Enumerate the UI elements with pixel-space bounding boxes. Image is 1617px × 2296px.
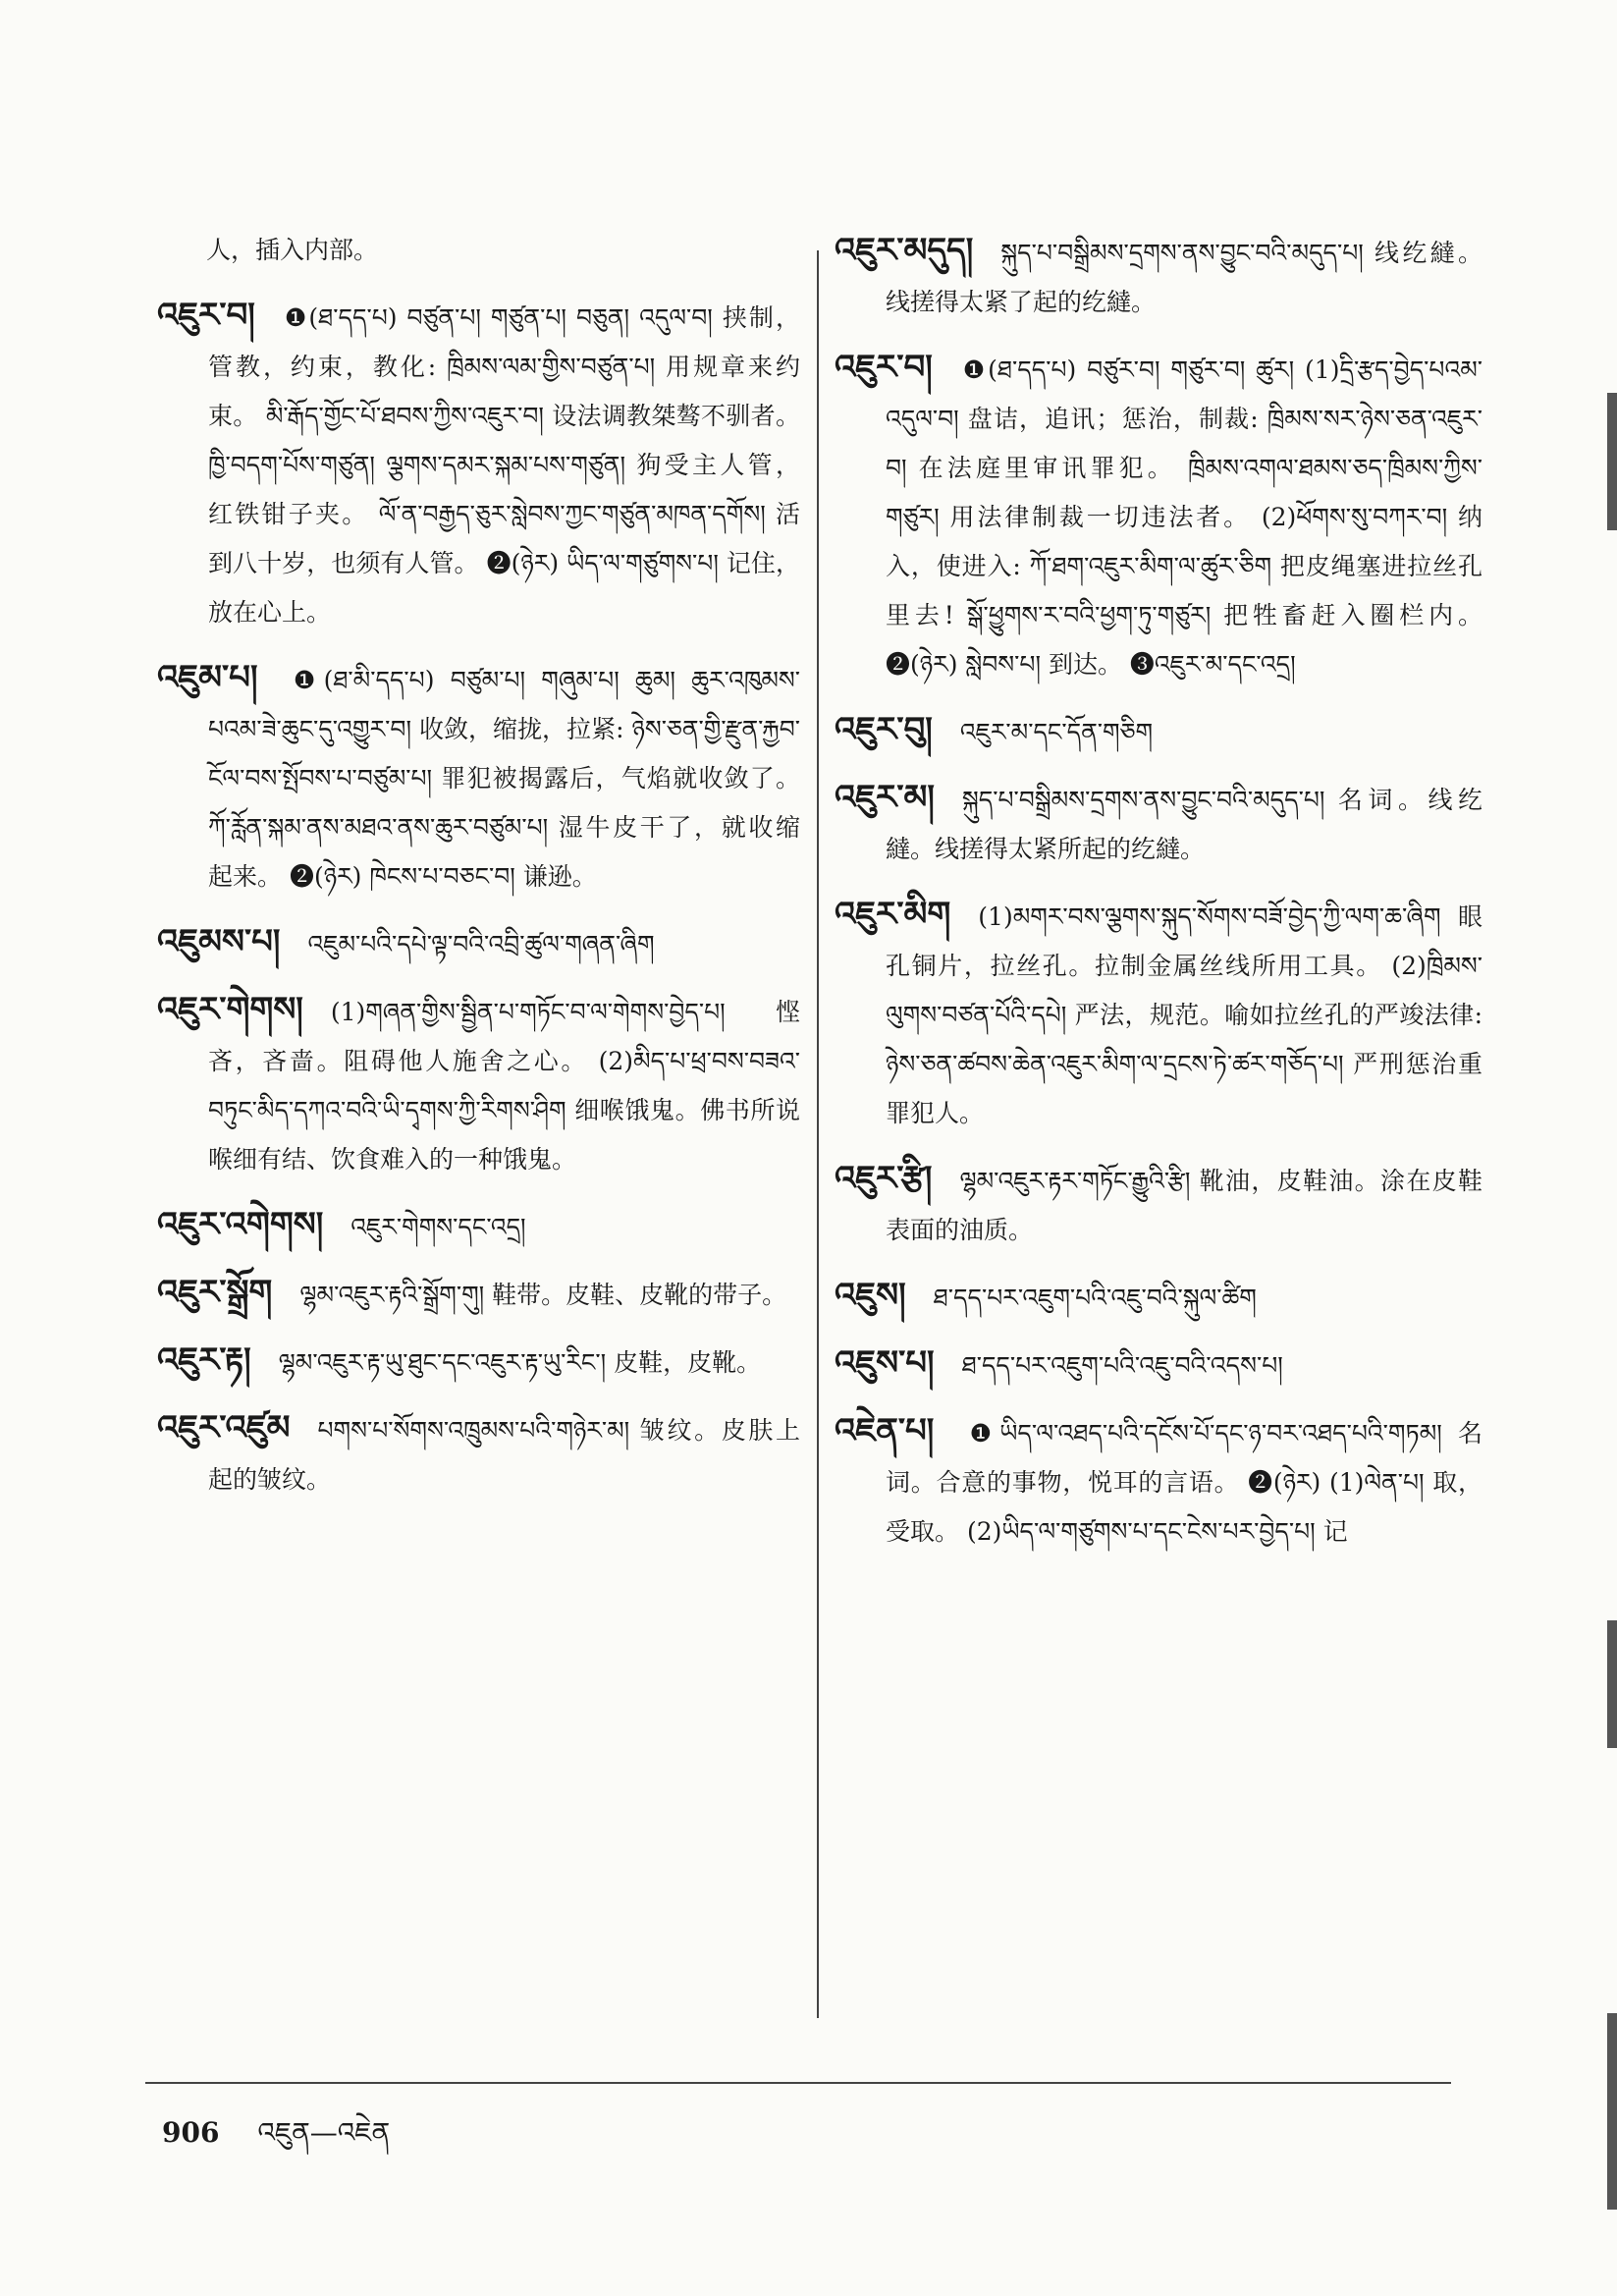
headword: འཇུར་འཛུམ: [157, 1408, 291, 1448]
headword: འཇུར་རྟ།: [157, 1340, 251, 1380]
headword: འཇུར་བུ།: [835, 710, 933, 749]
dictionary-entry: [157, 1336, 800, 1388]
dictionary-entry: [157, 1268, 800, 1320]
entry-text: ❶(ཐ་མི་དད་པ) བཙུམ་པ། གཞུམ་པ། ཆུམ། ཆུར་འཁུམས་པའམ་ཟེ་ཆུང་དུ་འགྱུར་བ། 收敛，缩拢，拉紧: ཉེས་ཅན་གྱི་རྫུན་རྐྱབ་ངོལ་བས་སྤོབས་པ་བཙུམ་པ། 罪犯被揭露后，气焰就收敛了。 ཀོ་རློན་སྐམ་ནས་མཐའ་ནས་ཆུར་བཙུམ་པ། 湿牛皮干了，就收缩起来。 ❷(ཉེར) ཁེངས་པ་བཅང་བ། 谦逊。: [208, 666, 800, 891]
headword: འཇུར་མདུད།: [835, 231, 974, 270]
entry-text: ཐ་དད་པར་འཇུག་པའི་འཇུ་བའི་སྐུལ་ཚིག: [933, 1284, 1257, 1312]
dictionary-entry: [835, 1154, 1482, 1255]
headword: འཇུར་མ།: [835, 778, 935, 817]
headword: འཇུས་པ།: [835, 1343, 935, 1383]
column-divider: [817, 250, 819, 2018]
dictionary-entry: [835, 1271, 1482, 1323]
dictionary-entry: [835, 890, 1482, 1138]
dictionary-entry: [835, 226, 1482, 327]
headword: འཇུམས་པ།: [157, 922, 281, 961]
scan-edge-mark: [1607, 2013, 1617, 2210]
dictionary-entry: [835, 773, 1482, 874]
entry-text: ལྷམ་འཇུར་རྟར་གཏོང་རྒྱུའི་རྩི། 靴油，皮鞋油。涂在皮鞋表面的油质。: [886, 1167, 1482, 1244]
dictionary-entry: [157, 291, 800, 637]
entry-text: ❶ཡིད་ལ་འཐད་པའི་དངོས་པོ་དང་ཉ་བར་འཐད་པའི་གཏམ། 名词。合意的事物，悦耳的言语。 ❷(ཉེར) (1)ལེན་པ། 取，受取。 (2)ཡིད་ལ་གཙུགས་པ་དང་ངེས་པར་བྱེད་པ། 记: [886, 1419, 1482, 1546]
headword: འཇུར་བ།: [157, 296, 255, 335]
headword: འཇུར་འགེགས།: [157, 1205, 324, 1244]
dictionary-entry: [157, 653, 800, 902]
dictionary-entry: [157, 917, 800, 969]
entry-text: ❶(ཐ་དད་པ) བཙུར་བ། གཙུར་བ། ཚུར། (1)དྲི་རྩད་བྱེད་པའམ་འདུལ་བ། 盘诘，追讯；惩治，制裁: ཁྲིམས་སར་ཉེས་ཅན་འཇུར་བ། 在法庭里审讯罪犯。 ཁྲིམས་འགལ་ཐམས་ཅད་ཁྲིམས་ཀྱིས་གཙུར། 用法律制裁一切违法者。 (2)ཕོགས་སུ་བཀར་བ། 纳入，使进入: ཀོ་ཐག་འཇུར་མིག་ལ་ཚུར་ཅིག 把皮绳塞进拉丝孔里去! སྒོ་ཕྱུགས་ར་བའི་ཕྱག་ཏུ་གཙུར། 把牲畜赶入圈栏内。 ❷(ཉེར) སླེབས་པ། 到达。 ❸འཇུར་མ་དང་འདྲ།: [886, 355, 1482, 679]
entry-text: (1)མགར་བས་ལྕགས་སྐུད་སོགས་བཟོ་བྱེད་ཀྱི་ལག་ཆ་ཞིག 眼孔铜片，拉丝孔。拉制金属丝线所用工具。 (2)ཁྲིམས་ལུགས་བཙན་པོའི་དཔེ། 严法，规范。喻如拉丝孔的严竣法律: ཉེས་ཅན་ཚབས་ཆེན་འཇུར་མིག་ལ་དྲངས་ཏེ་ཚར་གཅོད་པ། 严刑惩治重罪犯人。: [886, 902, 1482, 1127]
entry-text: ལྷམ་འཇུར་རྟ་ཡུ་ཐུང་དང་འཇུར་རྟ་ཡུ་རིང་། 皮鞋，皮靴。: [278, 1348, 762, 1377]
right-column: [835, 226, 1482, 2023]
entry-text: འཇུར་མ་དང་དོན་གཅིག: [959, 718, 1154, 746]
dictionary-entry: [835, 1339, 1482, 1391]
scan-edge-mark: [1607, 393, 1617, 530]
footer-rule: [145, 2082, 1451, 2084]
headword: འཇུམ་པ།: [157, 658, 258, 697]
entry-text: འཇུམ་པའི་དཔེ་ལྟ་བའི་འབྲི་ཚུལ་གཞན་ཞིག: [307, 930, 655, 958]
entry-text: སྐུད་པ་བསྒྲིམས་དྲགས་ནས་བྱུང་བའི་མདུད་པ། 线纥繨。线搓得太紧了起的纥繨。: [886, 239, 1482, 316]
entry-text: འཇུར་གེགས་དང་འདྲ།: [350, 1213, 526, 1241]
page-footer: [162, 2102, 390, 2179]
dictionary-entry: [157, 985, 800, 1184]
headword: འཇུར་བ།: [835, 348, 933, 387]
headword: འཇུར་རྩི།: [835, 1159, 933, 1198]
entry-text: པགས་པ་སོགས་འཁྲུམས་པའི་གཉེར་མ། 皱纹。皮肤上起的皱纹。: [208, 1416, 800, 1494]
page-range: འཇུན—འཇེན: [257, 2116, 391, 2149]
dictionary-entry: [835, 705, 1482, 757]
headword: འཇུར་སྒྲོག: [157, 1273, 273, 1312]
headword: འཇུར་གེགས།: [157, 990, 303, 1029]
entry-text: སྐུད་པ་བསྒྲིམས་དྲགས་ནས་བྱུང་བའི་མདུད་པ། 名词。线纥繨。线搓得太紧所起的纥繨。: [886, 786, 1482, 863]
entry-text: ཐ་དད་པར་འཇུག་པའི་འཇུ་བའི་འདས་པ།: [961, 1351, 1283, 1380]
headword: འཇུར་མིག: [835, 895, 951, 934]
left-column: [157, 226, 800, 2023]
continued-entry: [157, 226, 800, 275]
headword: འཇེན་པ།: [835, 1411, 935, 1450]
entry-text: ལྷམ་འཇུར་རྟའི་སྒྲོག་གུ། 鞋带。皮鞋、皮靴的带子。: [299, 1281, 787, 1309]
dictionary-entry: [157, 1403, 800, 1504]
dictionary-entry: [157, 1200, 800, 1252]
dictionary-entry: [835, 343, 1482, 689]
headword: འཇུས།: [835, 1276, 906, 1315]
scan-edge-mark: [1607, 1620, 1617, 1748]
dictionary-entry: [835, 1406, 1482, 1557]
entry-text: 人，插入内部。: [206, 236, 379, 264]
page-number: 906: [162, 2116, 220, 2149]
entry-text: ❶(ཐ་དད་པ) བཙུན་པ། གཙུན་པ། བཅུན། འདུལ་བ། 挟制，管教，约束，教化: ཁྲིམས་ལམ་གྱིས་བཙུན་པ། 用规章来约束。 མི་རྒོད་གྱོང་པོ་ཐབས་ཀྱིས་འཇུར་བ། 设法调教桀骜不驯者。 ཁྱི་བདག་པོས་གཙུན། ལྕགས་དམར་སྐམ་པས་གཙུན། 狗受主人管，红铁钳子夹。 ལོ་ན་བརྒྱད་ཅུར་སླེབས་ཀྱང་གཙུན་མཁན་དགོས། 活到八十岁，也须有人管。 ❷(ཉེར) ཡིད་ལ་གཙུགས་པ། 记住，放在心上。: [208, 303, 800, 627]
entry-text: (1)གཞན་གྱིས་སྦྱིན་པ་གཏོང་བ་ལ་གེགས་བྱེད་པ། 悭吝，吝啬。阻碍他人施舍之心。 (2)མིད་པ་ཕྲ་བས་བཟའ་བཏུང་མིད་དཀའ་བའི་ཡི་དྭགས་ཀྱི་རིགས་ཤིག 细喉饿鬼。佛书所说喉细有结、饮食难入的一种饿鬼。: [208, 998, 800, 1174]
